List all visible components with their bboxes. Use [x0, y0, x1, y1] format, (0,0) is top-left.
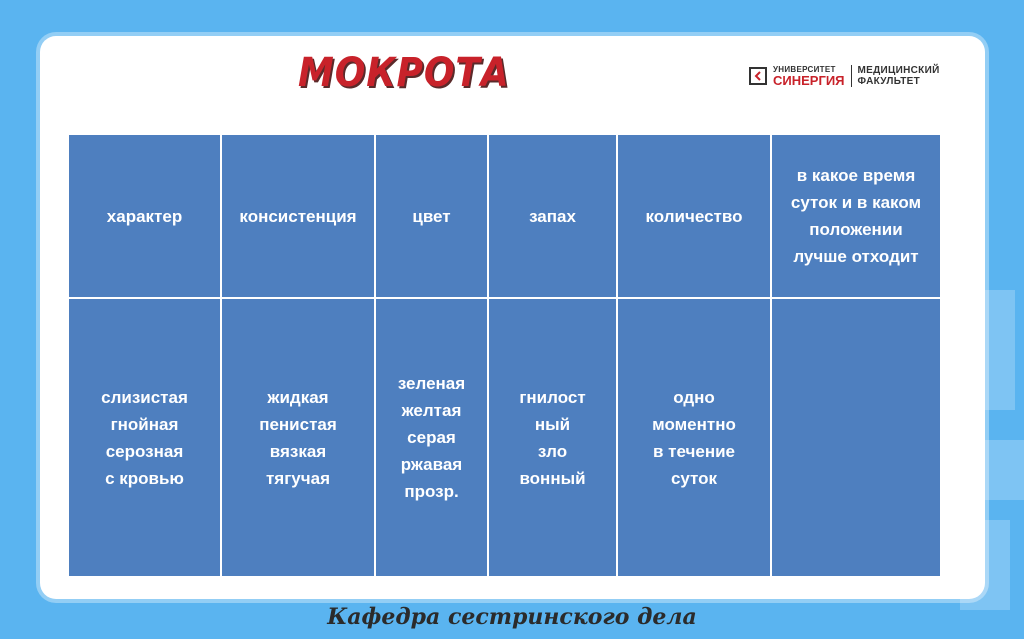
cell-consistency: жидкая пенистая вязкая тягучая — [221, 298, 375, 577]
cell-smell: гнилост ный зло вонный — [488, 298, 617, 577]
cell-quantity: одно моментно в течение суток — [617, 298, 771, 577]
department-footer: Кафедра сестринского дела — [327, 604, 697, 630]
header-smell: запах — [488, 134, 617, 298]
logo-university-text: УНИВЕРСИТЕТ — [773, 64, 836, 74]
header-time-position: в какое время суток и в каком положении лучше отходит — [771, 134, 941, 298]
logo-divider — [851, 65, 852, 87]
cell-color: зеленая желтая серая ржавая прозр. — [375, 298, 488, 577]
logo-mark-icon — [749, 67, 767, 85]
table-row — [68, 298, 941, 577]
university-logo — [749, 64, 940, 88]
sputum-table — [67, 133, 940, 578]
logo-synergy-text: СИНЕРГИЯ — [773, 72, 845, 88]
header-consistency: консистенция — [221, 134, 375, 298]
cell-character: слизистая гнойная серозная с кровью — [68, 298, 221, 577]
cell-time-position — [771, 298, 941, 577]
table-header-row — [68, 134, 941, 298]
header-quantity: количество — [617, 134, 771, 298]
slide-title: МОКРОТА — [298, 50, 510, 96]
logo-faculty-line1: МЕДИЦИНСКИЙ — [857, 65, 940, 76]
header-character: характер — [68, 134, 221, 298]
header-color: цвет — [375, 134, 488, 298]
logo-faculty-line2: ФАКУЛЬТЕТ — [857, 76, 921, 87]
